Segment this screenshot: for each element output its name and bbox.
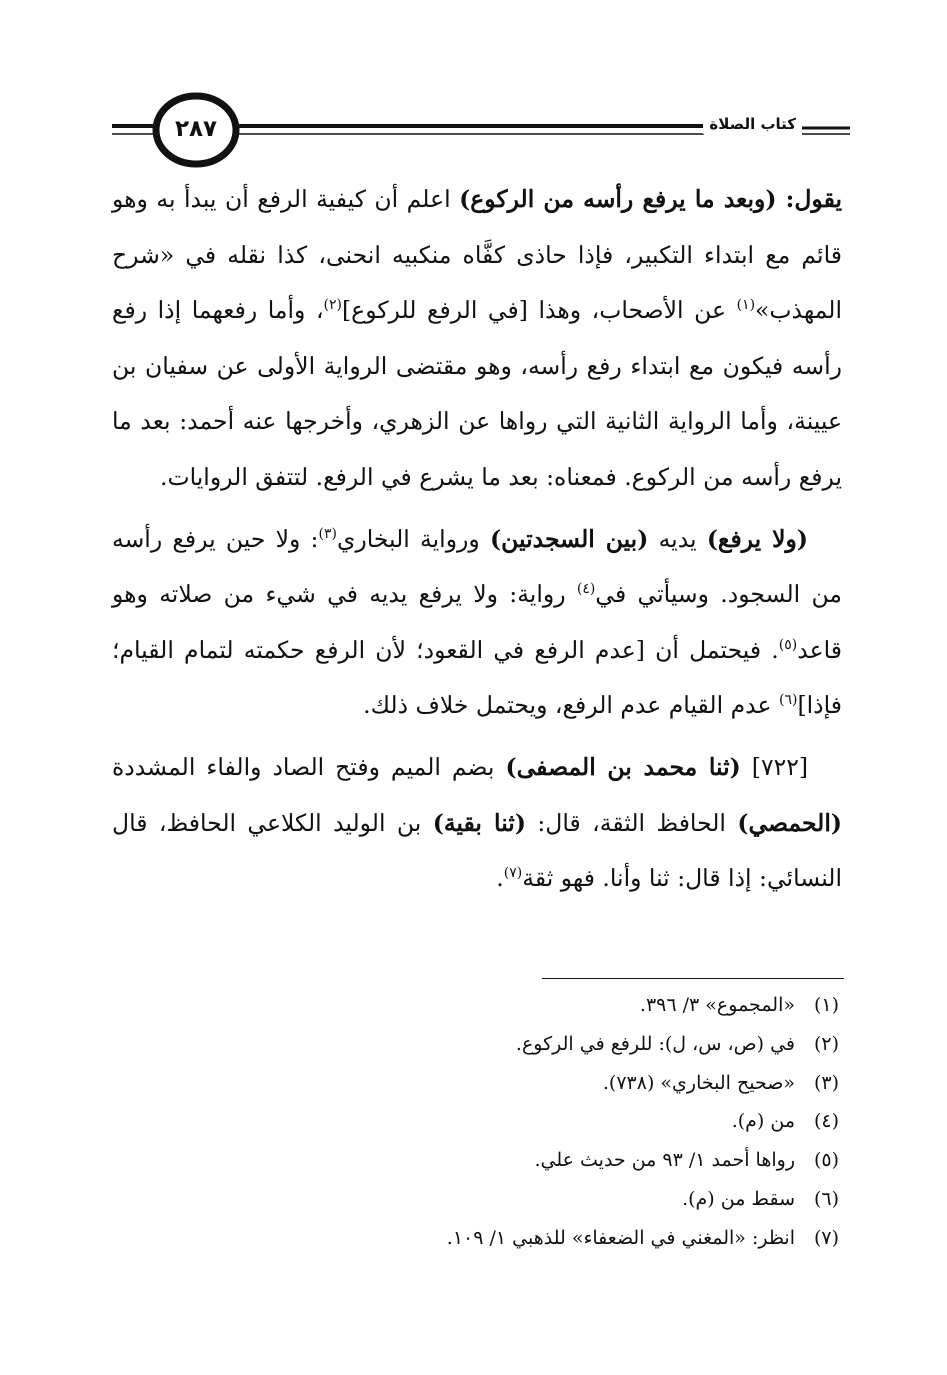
footnote-number: (١) [813,994,839,1016]
footnote-ref: (٧) [503,865,523,882]
text-bold: (الحمصي) [737,808,842,837]
paragraph-1 [112,172,842,506]
footnote-text: انظر: «المغني في الضعفاء» للذهبي ١/ ١٠٩. [446,1226,795,1249]
footnote-ref: (٤) [576,581,596,598]
footnote-item [119,1025,839,1064]
footnote-number: (٦) [813,1187,839,1210]
footnote-ref: (٣) [318,525,337,542]
text-span: : ولا حين يرفع رأسه من السجود. وسيأتي في [112,524,842,609]
text-span: الحافظ الثقة، قال: [525,808,738,837]
text-span: اعلم أن كيفية الرفع أن يبدأ به وهو قائم مع ابتداء التكبير، فإذا حاذى كفَّاه منكبيه انحنى، كذا نقله في «شرح المهذب» [112,185,842,325]
text-span: بضم الميم وفتح الصاد والفاء المشددة [112,752,506,781]
footnote-item [119,986,839,1025]
hadith-number: [٧٢٢] [740,752,809,781]
text-bold: يقول: [776,185,843,213]
footnote-item [119,1141,839,1180]
text-span: عن الأصحاب، وهذا [في الرفع للركوع] [342,296,737,325]
text-bold: (بين السجدتين) [489,524,649,553]
page-number: ٢٨٧ [174,116,218,142]
text-span: ، وأما رفعهما إذا رفع رأسه فيكون مع ابتداء رفع رأسه، وهو مقتضى الرواية الأولى عن سفيان بن عيينة، وأما الرواية الثانية التي رواها عن الزهري، وأخرجها عنه أحمد: بعد ما يرفع رأسه من الركوع. فمعناه: بعد ما يشرع في الرفع. لتتفق الروايات. [112,296,842,491]
footnote-item [119,1219,839,1258]
footnotes-list [119,986,839,1258]
text-bold: (ثنا محمد بن المصفى) [505,752,741,781]
footnote-number: (٥) [813,1149,839,1172]
footnote-number: (٢) [813,1032,839,1055]
footnote-number: (٧) [813,1226,839,1249]
footnote-item [119,1064,839,1103]
text-span: بن الوليد الكلاعي الحافظ، قال النسائي: إذا قال: ثنا وأنا. فهو ثقة [112,808,842,893]
text-span: ورواية البخاري [336,524,490,553]
footnote-item [119,1102,839,1141]
text-bold: (وبعد ما يرفع رأسه من الركوع) [459,185,777,213]
text-bold: (ولا يرفع) [706,524,808,553]
text-bold: (ثنا بقية) [432,808,526,837]
footnote-item [119,1180,839,1219]
footnote-text: سقط من (م). [682,1187,795,1210]
footnote-ref: (٦) [778,692,798,709]
footnote-number: (٣) [813,1071,839,1094]
paragraph-2 [112,512,842,734]
footnote-number: (٤) [813,1110,839,1133]
footnote-ref: (١) [736,297,756,314]
footnote-text: من (م). [731,1110,795,1133]
main-text [112,172,842,907]
footnote-ref: (٥) [778,636,798,653]
running-title: كتاب الصلاة [703,114,802,134]
footnote-text: «المجموع» ٣/ ٣٩٦. [639,994,795,1016]
footnote-text: رواها أحمد ١/ ٩٣ من حديث علي. [534,1149,795,1172]
footnote-text: في (ص، س، ل): للرفع في الركوع. [515,1032,795,1055]
text-span: رواية: ولا يرفع يديه في شيء من صلاته وهو قاعد [112,580,842,664]
footnote-ref: (٢) [323,297,342,314]
text-span: . فيحتمل أن [عدم الرفع في القعود؛ لأن الرفع حكمته لتمام القيام؛ فإذا] [112,635,842,720]
paragraph-3 [112,740,842,907]
text-span: عدم القيام عدم الرفع، ويحتمل خلاف ذلك. [363,691,779,720]
text-span: . [496,864,504,893]
footnote-divider [542,978,844,979]
page-header [112,92,850,172]
footnote-text: «صحيح البخاري» (٧٣٨). [602,1071,795,1094]
text-span: يديه [648,524,707,553]
